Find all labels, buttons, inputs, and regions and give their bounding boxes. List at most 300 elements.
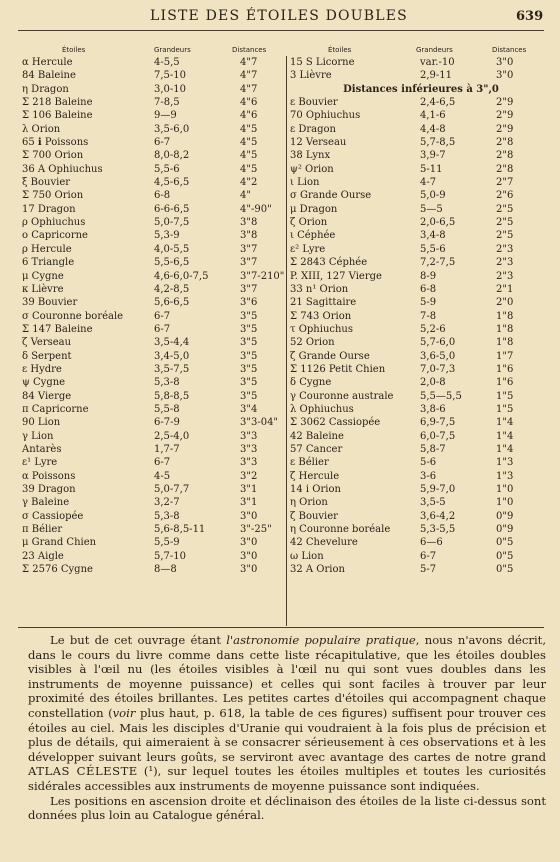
- star-name: ε Dragon: [290, 123, 336, 135]
- star-name: 36 A Ophiuchus: [22, 163, 103, 175]
- magnitude-value: 6—6: [420, 537, 443, 549]
- star-name: Σ 147 Baleine: [22, 323, 93, 335]
- star-name: 90 Lion: [22, 417, 61, 429]
- distance-value: 1"0: [496, 497, 514, 509]
- column-header-magnitude: Grandeurs: [154, 46, 191, 54]
- star-name: σ Cassiopée: [22, 510, 84, 522]
- table-row: [22, 496, 284, 509]
- table-row: [22, 376, 284, 389]
- table-row: [22, 176, 284, 189]
- distance-value: 3"0: [496, 70, 514, 82]
- distance-value: 2"1: [496, 283, 514, 295]
- table-row: [288, 96, 536, 109]
- table-row: [22, 203, 284, 216]
- distance-value: 3"0: [496, 57, 514, 68]
- magnitude-value: 5,5-6,5: [154, 257, 190, 269]
- magnitude-value: 3,4-8: [420, 230, 446, 242]
- table-row: [288, 336, 536, 349]
- distance-value: 3"5: [240, 377, 258, 389]
- magnitude-value: 5,8-7: [420, 443, 446, 455]
- star-name: η Dragon: [22, 83, 69, 95]
- star-name: Σ 218 Baleine: [22, 97, 93, 109]
- magnitude-value: 9—9: [154, 110, 177, 122]
- table-row: [22, 69, 284, 82]
- table-row: [288, 470, 536, 483]
- star-name: σ Couronne boréale: [22, 310, 124, 322]
- magnitude-value: 3,0-10: [154, 83, 187, 95]
- table-row: [288, 296, 536, 309]
- distance-value: 4"6: [240, 110, 258, 122]
- distance-value: 4"7: [240, 70, 258, 82]
- star-name: ζ Bouvier: [290, 510, 338, 522]
- distance-value: 1"0: [496, 484, 514, 495]
- table-row: [288, 56, 536, 69]
- distance-value: 4"7: [240, 57, 258, 68]
- distance-value: 2"5: [496, 230, 514, 242]
- table-row: [22, 83, 284, 96]
- table-row: [22, 363, 284, 376]
- table-row: [22, 416, 284, 429]
- star-name: Σ 106 Baleine: [22, 110, 93, 122]
- distance-value: 4"5: [240, 150, 258, 162]
- distance-value: 3"7-210": [240, 270, 285, 282]
- star-name: Antarès: [22, 443, 62, 455]
- table-row: [22, 229, 284, 242]
- table-row: [288, 536, 536, 549]
- magnitude-value: 4-5,5: [154, 57, 180, 68]
- distance-value: 3"7: [240, 257, 258, 269]
- distance-value: 3"5: [240, 350, 258, 362]
- star-name: Σ 1126 Petit Chien: [290, 363, 386, 375]
- distance-value: 2"5: [496, 203, 514, 215]
- star-name: 12 Verseau: [290, 137, 347, 149]
- star-name: λ Orion: [22, 123, 61, 135]
- column-header-distance: Distances: [492, 46, 527, 54]
- table-row: [22, 123, 284, 136]
- magnitude-value: 5,0-7,5: [154, 217, 190, 229]
- section-subheading: Distances inférieures à 3",0: [343, 83, 499, 95]
- distance-value: 2"9: [496, 97, 514, 109]
- distance-value: 2"7: [496, 177, 514, 189]
- star-name: 32 A Orion: [290, 564, 345, 576]
- star-name: ζ Verseau: [22, 337, 72, 349]
- table-row: [288, 310, 536, 323]
- magnitude-value: 3,6-5,0: [420, 350, 456, 362]
- star-name: 38 Lynx: [290, 150, 331, 162]
- magnitude-value: 3,9-7: [420, 150, 446, 162]
- table-row: [288, 270, 536, 283]
- star-name: ρ Hercule: [22, 243, 72, 255]
- star-name: Σ 3062 Cassiopée: [290, 417, 381, 429]
- magnitude-value: 6-7: [420, 550, 437, 562]
- distance-value: 1"4: [496, 443, 514, 455]
- star-name: 17 Dragon: [22, 203, 76, 215]
- table-row: [22, 523, 284, 536]
- magnitude-value: 4,4-8: [420, 123, 446, 135]
- distance-value: 3"7: [240, 243, 258, 255]
- magnitude-value: 3,5-7,5: [154, 363, 190, 375]
- table-row: [288, 496, 536, 509]
- table-row: [22, 189, 284, 202]
- magnitude-value: 1,7-7: [154, 443, 180, 455]
- magnitude-value: 3-6: [420, 470, 437, 482]
- star-name: δ Cygne: [290, 377, 332, 389]
- magnitude-value: 4,6-6,0-7,5: [154, 270, 209, 282]
- magnitude-value: 6-6-6,5: [154, 203, 190, 215]
- star-name: 57 Cancer: [290, 443, 343, 455]
- star-name: 33 n¹ Orion: [290, 283, 349, 295]
- distance-value: 3"0: [240, 564, 258, 576]
- table-row: [288, 163, 536, 176]
- table-row: [22, 390, 284, 403]
- table-row: [288, 550, 536, 563]
- page-number: 639: [516, 9, 544, 24]
- distance-value: 2"3: [496, 257, 514, 269]
- star-name: Σ 750 Orion: [22, 190, 84, 202]
- table-row: [288, 443, 536, 456]
- magnitude-value: 5,7-6,0: [420, 337, 456, 349]
- left-star-list: [22, 56, 284, 576]
- distance-value: 0"5: [496, 537, 514, 549]
- distance-value: 3"3: [240, 457, 258, 469]
- distance-value: 1"8: [496, 310, 514, 322]
- table-row: [22, 109, 284, 122]
- distance-value: 1"7: [496, 350, 514, 362]
- distance-value: 3"0: [240, 550, 258, 562]
- table-row: [288, 283, 536, 296]
- distance-value: 3"1: [240, 497, 258, 509]
- star-name: 84 Baleine: [22, 70, 76, 82]
- magnitude-value: 4,2-8,5: [154, 283, 190, 295]
- table-row: [288, 176, 536, 189]
- magnitude-value: 6-7: [154, 323, 171, 335]
- distance-value: 2"9: [496, 123, 514, 135]
- magnitude-value: 3,5-4,4: [154, 337, 190, 349]
- table-row: [22, 336, 284, 349]
- distance-value: 3"3-04": [240, 417, 279, 429]
- magnitude-value: 3,6-4,2: [420, 510, 456, 522]
- table-row: [22, 323, 284, 336]
- star-name: 3 Lièvre: [290, 70, 332, 82]
- magnitude-value: 6-8: [154, 190, 171, 202]
- table-row: [288, 123, 536, 136]
- magnitude-value: 8—8: [154, 564, 177, 576]
- star-name: δ Serpent: [22, 350, 72, 362]
- table-row: [288, 416, 536, 429]
- star-name: η Orion: [290, 497, 328, 509]
- table-row: [288, 430, 536, 443]
- distance-value: 4"5: [240, 163, 258, 175]
- magnitude-value: 5,7-10: [154, 550, 187, 562]
- magnitude-value: 7,2-7,5: [420, 257, 456, 269]
- distance-value: 3"-25": [240, 524, 272, 536]
- distance-value: 1"6: [496, 363, 514, 375]
- distance-value: 1"3: [496, 457, 514, 469]
- star-name: μ Cygne: [22, 270, 64, 282]
- magnitude-value: 6,0-7,5: [420, 430, 456, 442]
- magnitude-value: 5,0-9: [420, 190, 446, 202]
- magnitude-value: 5-11: [420, 163, 443, 175]
- star-name: μ Dragon: [290, 203, 338, 215]
- distance-value: 3"5: [240, 363, 258, 375]
- distance-value: 1"4: [496, 430, 514, 442]
- table-row: [288, 149, 536, 162]
- distance-value: 3"6: [240, 297, 258, 309]
- header-rule: [18, 30, 544, 31]
- distance-value: 3"7: [240, 283, 258, 295]
- star-name: η Couronne boréale: [290, 524, 391, 536]
- table-row: [288, 243, 536, 256]
- star-name: 21 Sagittaire: [290, 297, 357, 309]
- star-name: ε¹ Lyre: [22, 457, 58, 469]
- distance-value: 1"8: [496, 337, 514, 349]
- column-header-star: Étoiles: [328, 46, 352, 54]
- distance-value: 0"9: [496, 524, 514, 536]
- column-header-magnitude: Grandeurs: [416, 46, 453, 54]
- star-name: γ Couronne australe: [290, 390, 394, 402]
- table-row: [288, 216, 536, 229]
- distance-value: 3"8: [240, 230, 258, 242]
- magnitude-value: 5,2-6: [420, 323, 446, 335]
- table-row: [288, 563, 536, 576]
- magnitude-value: 2,0-6,5: [420, 217, 456, 229]
- star-name: μ Grand Chien: [22, 537, 97, 549]
- right-column: [288, 46, 536, 576]
- star-name: ε² Lyre: [290, 243, 326, 255]
- distance-value: 3"5: [240, 337, 258, 349]
- right-star-list: [288, 96, 536, 576]
- table-row: [288, 456, 536, 469]
- star-name: ε Bouvier: [290, 97, 338, 109]
- magnitude-value: 6-7: [154, 310, 171, 322]
- magnitude-value: 5-6: [420, 457, 437, 469]
- distance-value: 1"5: [496, 390, 514, 402]
- table-row: [288, 376, 536, 389]
- distance-value: 3"4: [240, 403, 258, 415]
- body-text: [28, 633, 546, 823]
- star-name: 42 Chevelure: [290, 537, 358, 549]
- star-name: 39 Bouvier: [22, 297, 78, 309]
- star-name: τ Ophiuchus: [290, 323, 354, 335]
- magnitude-value: 3,5-6,0: [154, 123, 190, 135]
- star-name: ρ Ophiuchus: [22, 217, 86, 229]
- magnitude-value: 4,0-5,5: [154, 243, 190, 255]
- paragraph: Les positions en ascension droite et déclinaison des étoiles de la liste ci-dessus sont données plus loin au Catalogue général.: [28, 793, 546, 823]
- magnitude-value: 6,9-7,5: [420, 417, 456, 429]
- magnitude-value: 6-7: [154, 457, 171, 469]
- star-name: 84 Vierge: [22, 390, 72, 402]
- magnitude-value: 8,0-8,2: [154, 150, 190, 162]
- table-row: [22, 310, 284, 323]
- table-row: [22, 443, 284, 456]
- table-row: [22, 456, 284, 469]
- magnitude-value: 7,0-7,3: [420, 363, 456, 375]
- magnitude-value: 7-8: [420, 310, 437, 322]
- table-row: [22, 430, 284, 443]
- table-row: [22, 563, 284, 576]
- distance-value: 1"5: [496, 403, 514, 415]
- star-name: ω Lion: [290, 550, 324, 562]
- magnitude-value: 5,6-6,5: [154, 297, 190, 309]
- magnitude-value: 4,1-6: [420, 110, 446, 122]
- distance-value: 3"2: [240, 470, 258, 482]
- table-row: [22, 403, 284, 416]
- magnitude-value: 7,5-10: [154, 70, 187, 82]
- distance-value: 1"6: [496, 377, 514, 389]
- distance-value: 4"6: [240, 97, 258, 109]
- distance-value: 2"9: [496, 110, 514, 122]
- magnitude-value: var.-10: [420, 57, 455, 68]
- star-name: Σ 2843 Céphée: [290, 257, 368, 269]
- magnitude-value: 5,5—5,5: [420, 390, 462, 402]
- table-row: [22, 296, 284, 309]
- distance-value: 3"0: [240, 537, 258, 549]
- star-name: π Bélier: [22, 524, 63, 536]
- distance-value: 3"5: [240, 310, 258, 322]
- left-column: [22, 46, 285, 576]
- star-name: γ Lion: [22, 430, 54, 442]
- magnitude-value: 6-8: [420, 283, 437, 295]
- distance-value: 3"5: [240, 390, 258, 402]
- magnitude-value: 5,5-9: [154, 537, 180, 549]
- star-name: 15 S Licorne: [290, 57, 355, 68]
- distance-value: 0"5: [496, 564, 514, 576]
- magnitude-value: 7-8,5: [154, 97, 180, 109]
- magnitude-value: 5,3-8: [154, 377, 180, 389]
- distance-value: 2"0: [496, 297, 514, 309]
- table-row: [288, 256, 536, 269]
- magnitude-value: 5-7: [420, 564, 437, 576]
- star-name: Σ 2576 Cygne: [22, 564, 93, 576]
- table-row: [22, 149, 284, 162]
- magnitude-value: 6-7-9: [154, 417, 180, 429]
- distance-value: 2"3: [496, 270, 514, 282]
- star-name: ι Céphée: [290, 230, 336, 242]
- table-row: [288, 510, 536, 523]
- table-bottom-rule: [18, 627, 544, 628]
- distance-value: 1"8: [496, 323, 514, 335]
- star-name: κ Lièvre: [22, 283, 64, 295]
- star-name: σ Grande Ourse: [290, 190, 372, 202]
- distance-value: 1"3: [496, 470, 514, 482]
- magnitude-value: 2,9-11: [420, 70, 453, 82]
- star-name: ζ Hercule: [290, 470, 340, 482]
- right-star-list-top: [288, 56, 536, 83]
- distance-value: 3"8: [240, 217, 258, 229]
- star-name: α Hercule: [22, 57, 73, 68]
- distance-value: 3"3: [240, 443, 258, 455]
- magnitude-value: 5,5-8: [154, 403, 180, 415]
- star-name: ε Hydre: [22, 363, 62, 375]
- distance-value: 2"6: [496, 190, 514, 202]
- magnitude-value: 4,5-6,5: [154, 177, 190, 189]
- star-name: 6 Triangle: [22, 257, 75, 269]
- star-name: ξ Bouvier: [22, 177, 71, 189]
- star-name: ι Lion: [290, 177, 320, 189]
- table-row: [288, 363, 536, 376]
- distance-value: 4"5: [240, 137, 258, 149]
- magnitude-value: 5,5-6: [420, 243, 446, 255]
- star-name: 39 Dragon: [22, 484, 76, 495]
- table-row: [22, 163, 284, 176]
- star-name: P. XIII, 127 Vierge: [290, 270, 382, 282]
- star-name: ψ Cygne: [22, 377, 66, 389]
- distance-value: 4"-90": [240, 203, 272, 215]
- distance-value: 0"9: [496, 510, 514, 522]
- star-name: λ Ophiuchus: [290, 403, 354, 415]
- magnitude-value: 5,7-8,5: [420, 137, 456, 149]
- table-row: [288, 390, 536, 403]
- star-name: ζ Orion: [290, 217, 328, 229]
- table-row: [288, 403, 536, 416]
- table-row: [22, 56, 284, 69]
- distance-value: 4"5: [240, 123, 258, 135]
- distance-value: 3"0: [240, 510, 258, 522]
- table-row: [22, 536, 284, 549]
- magnitude-value: 4-7: [420, 177, 437, 189]
- paragraph: Le but de cet ouvrage étant l'astronomie populaire pratique, nous n'avons décrit, dans le cours du livre comme dans cette liste récapitulative, que les étoiles doubles visibles à l'œil nu (les étoiles visibles à l'œil nu qui sont vues doubles dans les instruments de moyenne puissance) et celles qui sont faciles à trouver par leur proximité des étoiles brillantes. Les petites cartes d'étoiles qui accompagnent chaque constellation (voir plus haut, p. 618, la table de ces figures) suffisent pour trouver ces étoiles au ciel. Mais les disciples d'Uranie qui voudraient à la fois plus de précision et plus de détails, qui aimeraient à se consacrer sérieusement à ces observations et à les développer suivant leurs goûts, se serviront avec avantage des cartes de notre grand ATLAS CÉLESTE (¹), sur lequel toutes les étoiles multiples et toutes les curiosités sidérales accessibles aux instruments de moyenne puissance sont indiquées.: [28, 633, 546, 793]
- star-name: ε Bélier: [290, 457, 329, 469]
- star-name: Σ 743 Orion: [290, 310, 352, 322]
- star-name: 52 Orion: [290, 337, 335, 349]
- star-name: 42 Baleine: [290, 430, 344, 442]
- distance-value: 4": [240, 190, 251, 202]
- magnitude-value: 3,2-7: [154, 497, 180, 509]
- table-row: [22, 136, 284, 149]
- distance-value: 4"7: [240, 83, 258, 95]
- star-name: ο Capricorne: [22, 230, 88, 242]
- distance-value: 4"2: [240, 177, 258, 189]
- table-row: [288, 109, 536, 122]
- page-header: [0, 6, 560, 26]
- star-name: 65 ℹ Poissons: [22, 137, 89, 149]
- magnitude-value: 3,5-5: [420, 497, 446, 509]
- distance-value: 2"3: [496, 243, 514, 255]
- star-name: 70 Ophiuchus: [290, 110, 361, 122]
- distance-value: 2"8: [496, 150, 514, 162]
- table-row: [22, 256, 284, 269]
- magnitude-value: 5,0-7,7: [154, 484, 190, 495]
- table-row: [22, 283, 284, 296]
- distance-value: 2"8: [496, 137, 514, 149]
- column-header-distance: Distances: [232, 46, 267, 54]
- magnitude-value: 3,4-5,0: [154, 350, 190, 362]
- distance-value: 1"4: [496, 417, 514, 429]
- table-row: [22, 216, 284, 229]
- magnitude-value: 5-9: [420, 297, 437, 309]
- distance-value: 3"1: [240, 484, 258, 495]
- magnitude-value: 6-7: [154, 137, 171, 149]
- magnitude-value: 5,3-5,5: [420, 524, 456, 536]
- magnitude-value: 5,3-8: [154, 510, 180, 522]
- table-row: [288, 523, 536, 536]
- star-name: Σ 700 Orion: [22, 150, 84, 162]
- column-header-star: Étoiles: [62, 46, 86, 54]
- table-row: [288, 69, 536, 82]
- table-row: [22, 350, 284, 363]
- table-row: [22, 270, 284, 283]
- magnitude-value: 5—5: [420, 203, 443, 215]
- table-row: [288, 189, 536, 202]
- table-row: [288, 203, 536, 216]
- table-row: [22, 96, 284, 109]
- table-row: [288, 350, 536, 363]
- table-row: [288, 229, 536, 242]
- magnitude-value: 5,6-8,5-11: [154, 524, 206, 536]
- magnitude-value: 8-9: [420, 270, 437, 282]
- table-row: [288, 483, 536, 496]
- table-row: [288, 323, 536, 336]
